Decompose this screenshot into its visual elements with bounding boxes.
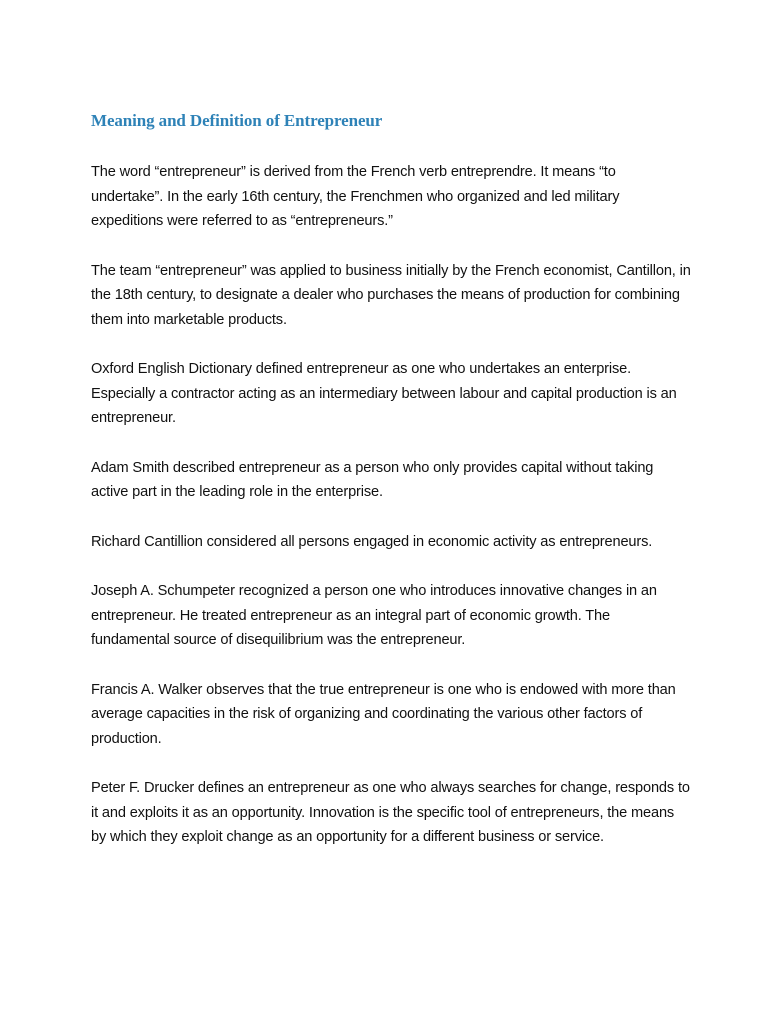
paragraph-schumpeter: Joseph A. Schumpeter recognized a person one who introduces innovative changes in an entrepreneur. He treated entrepreneur as an integral part of economic growth. The fundamental source of disequilibrium was the entrepreneur. [91, 583, 657, 648]
paragraph-richard-cantillion: Richard Cantillion considered all persons engaged in economic activity as entrepreneurs. [91, 533, 653, 550]
document-title: Meaning and Definition of Entrepreneur [91, 111, 383, 130]
paragraph-walker: Francis A. Walker observes that the true entrepreneur is one who is endowed with more than average capacities in the risk of organizing and coordinating the various other factors of production. [91, 681, 676, 747]
paragraph-etymology: The word “entrepreneur” is derived from the French verb entreprendre. It means “to undertake”. In the early 16th century, the Frenchmen who organized and led military expeditions were referred to as “entrepreneurs.” [91, 164, 620, 229]
document-page [91, 110, 691, 875]
paragraph-drucker: Peter F. Drucker defines an entrepreneur as one who always searches for change, responds to it and exploits it as an opportunity. Innovation is the specific tool of entrepreneurs, the means by which they exploit change as an opportunity for a different business or service. [91, 780, 690, 845]
paragraph-adam-smith: Adam Smith described entrepreneur as a person who only provides capital without taking active part in the leading role in the enterprise. [91, 459, 654, 500]
paragraph-cantillon: The team “entrepreneur” was applied to business initially by the French economist, Cantillon, in the 18th century, to designate a dealer who purchases the means of production for combining them into marketable products. [91, 262, 691, 328]
paragraph-oxford-definition: Oxford English Dictionary defined entrepreneur as one who undertakes an enterprise. Especially a contractor acting as an intermediary between labour and capital production is an entrepreneur. [91, 361, 677, 426]
